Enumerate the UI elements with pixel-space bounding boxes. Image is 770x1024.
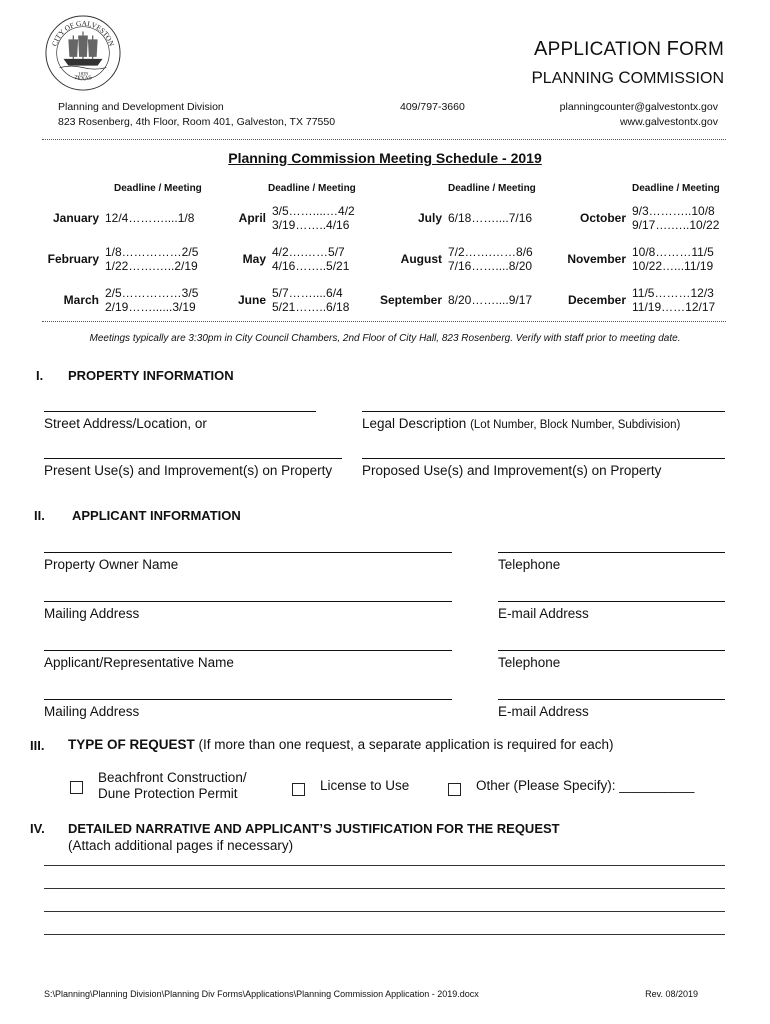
schedule-month-february: February 1/8……………2/5 1/22…….…..2/19 [47,245,199,273]
email-link[interactable]: planningcounter@galvestontx.gov [559,101,718,113]
schedule-month-april: April 3/5……....…4/2 3/19……..4/16 [238,204,355,232]
applicant-telephone-field[interactable] [498,650,725,651]
schedule-title: Planning Commission Meeting Schedule - 2019 [228,150,542,166]
present-use-label: Present Use(s) and Improvement(s) on Property [44,463,333,478]
proposed-use-field[interactable] [362,458,725,459]
beachfront-label: Beachfront Construction/ Dune Protection Permit [98,770,247,801]
city-seal-logo [44,14,122,92]
division-info [58,100,335,130]
divider [42,139,726,140]
schedule-month-july: July 6/18……....7/16 [417,211,533,225]
column-header: Deadline / Meeting [268,183,356,194]
website-link[interactable]: www.galvestontx.gov [619,116,718,128]
section-number: IV. [30,821,45,836]
applicant-mailing-address-field[interactable] [44,699,452,700]
narrative-line[interactable] [44,888,725,889]
owner-email-field[interactable] [498,601,725,602]
other-checkbox[interactable] [448,783,461,796]
owner-telephone-field[interactable] [498,552,725,553]
narrative-subtitle: (Attach additional pages if necessary) [68,838,294,853]
schedule-month-june: June 5/7……....6/4 5/21……..6/18 [237,286,350,314]
owner-name-field[interactable] [44,552,452,553]
street-address-label: Street Address/Location, or [44,416,207,431]
section-title-applicant: APPLICANT INFORMATION [72,508,241,523]
schedule-month-january: January 12/4………....1/8 [52,211,195,225]
division-name: Planning and Development Division [58,101,224,113]
seal-bottom-text: TEXAS [73,74,93,83]
contact-links [560,100,718,130]
applicant-telephone-label: Telephone [498,655,561,670]
schedule-month-march: March 2/5……………3/5 2/19……......3/19 [63,286,199,314]
footer-revision: Rev. 08/2019 [645,989,698,999]
phone-number: 409/797-3660 [400,101,465,113]
owner-mailing-address-field[interactable] [44,601,452,602]
section-number: III. [30,738,45,753]
owner-name-label: Property Owner Name [44,557,179,572]
license-label: License to Use [320,778,410,793]
schedule-month-november: November 10/8………11/5 10/22…...11/19 [567,245,714,273]
proposed-use-label: Proposed Use(s) and Improvement(s) on Property [362,463,662,478]
legal-description-hint: (Lot Number, Block Number, Subdivision) [470,419,681,431]
meeting-note: Meetings typically are 3:30pm in City Council Chambers, 2nd Floor of City Hall, 823 Rosenberg. Verify with staff prior to meeting date. [89,333,681,344]
column-header: Deadline / Meeting [448,183,536,194]
other-specify-label: Other (Please Specify): __________ [476,778,695,793]
section-number: I. [36,368,44,383]
schedule-month-august: August 7/2…….……8/6 7/16……....8/20 [400,245,533,273]
present-use-field[interactable] [44,458,342,459]
section-number: II. [34,508,45,523]
applicant-name-field[interactable] [44,650,452,651]
request-note: (If more than one request, a separate application is required for each) [198,737,614,752]
section-title-request: TYPE OF REQUEST (If more than one request, a separate application is required for each) [68,737,614,752]
owner-telephone-label: Telephone [498,557,561,572]
legal-description-label: Legal Description (Lot Number, Block Number, Subdivision) [362,416,681,431]
license-checkbox[interactable] [292,783,305,796]
street-address-field[interactable] [44,411,316,412]
applicant-email-label: E-mail Address [498,704,589,719]
schedule-month-may: May 4/2….……5/7 4/16……..5/21 [242,245,350,273]
form-title: APPLICATION FORM [534,38,724,60]
section-title-property: PROPERTY INFORMATION [68,368,234,383]
narrative-line[interactable] [44,911,725,912]
schedule-month-october: October 9/3………..10/8 9/17….…..10/22 [579,204,720,232]
division-address: 823 Rosenberg, 4th Floor, Room 401, Galveston, TX 77550 [58,116,336,128]
owner-mailing-address-label: Mailing Address [44,606,140,621]
schedule-month-december: December 11/5………12/3 11/19……12/17 [567,286,716,314]
applicant-name-label: Applicant/Representative Name [44,655,234,670]
beachfront-checkbox[interactable] [70,781,83,794]
footer-file-path: S:\Planning\Planning Division\Planning Div Forms\Applications\Planning Commission Application - 2019.docx [44,989,479,999]
seal-year: 1839 [78,72,88,78]
column-header: Deadline / Meeting [632,183,720,194]
applicant-email-field[interactable] [498,699,725,700]
legal-description-field[interactable] [362,411,725,412]
divider [42,321,726,322]
form-subtitle: PLANNING COMMISSION [531,68,724,87]
owner-email-label: E-mail Address [498,606,589,621]
applicant-mailing-address-label: Mailing Address [44,704,140,719]
section-title-narrative: DETAILED NARRATIVE AND APPLICANT’S JUSTIFICATION FOR THE REQUEST [68,821,560,836]
seal-top-text: CITY OF GALVESTON [49,18,117,48]
column-header: Deadline / Meeting [114,183,202,194]
schedule-month-september: September 8/20……....9/17 [379,293,533,307]
narrative-line[interactable] [44,934,725,935]
narrative-line[interactable] [44,865,725,866]
